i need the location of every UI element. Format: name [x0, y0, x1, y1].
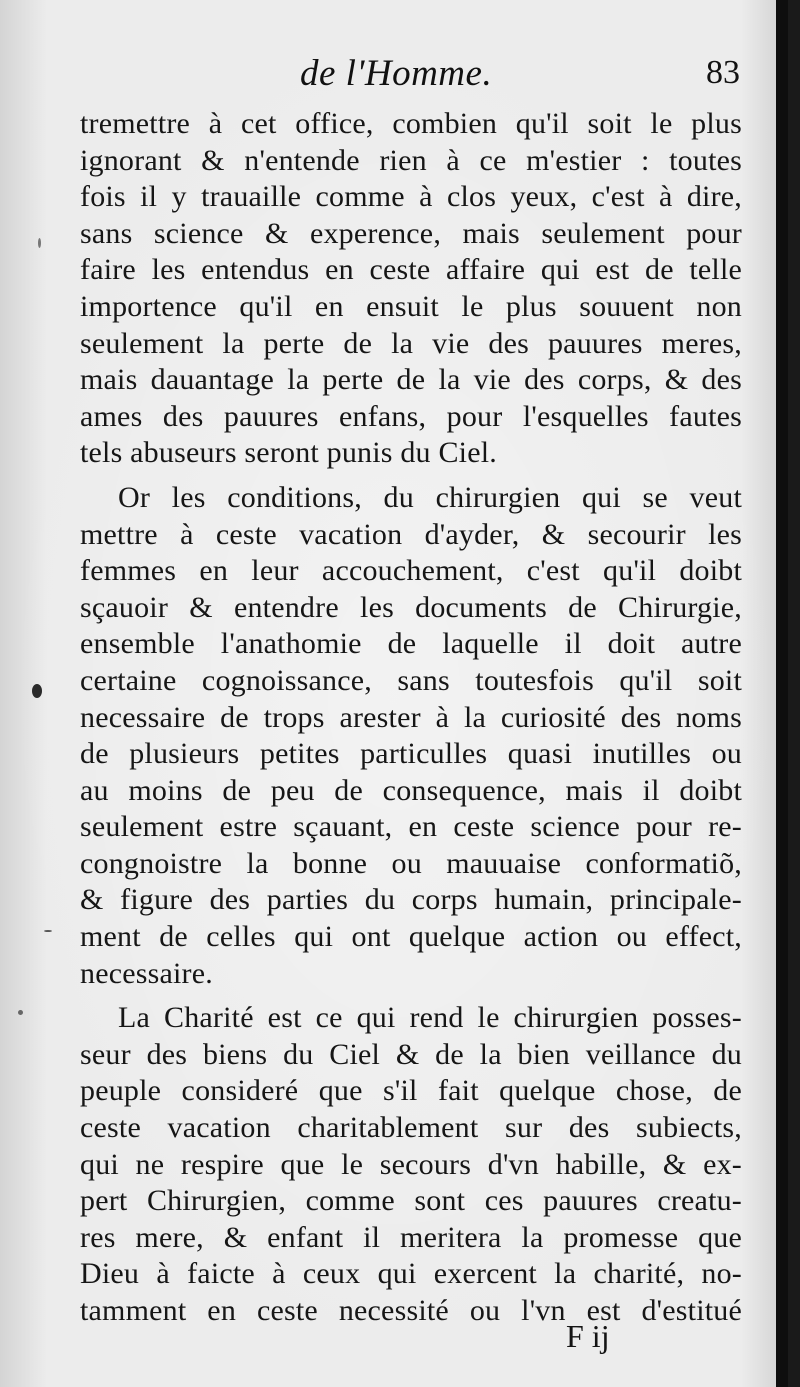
text-line: tamment en ceste necessité ou l'vn est d'estitué — [80, 1294, 742, 1327]
text-line: congnoistre la bonne ou mauuaise conformatiõ, — [80, 846, 742, 880]
text-line: certaine cognoissance, sans toutesfois qu'il soit — [80, 663, 742, 697]
text-line: sans science & experence, mais seulement pour — [80, 216, 742, 250]
page-number: 83 — [706, 54, 740, 91]
text-line: au moins de peu de consequence, mais il doibt — [80, 773, 742, 807]
text-line: mais dauantage la perte de la vie des corps, & des — [80, 363, 742, 397]
text-line: seulement estre sçauant, en ceste science pour re- — [80, 810, 742, 844]
text-line: Dieu à faicte à ceux qui exercent la charité, no- — [80, 1257, 742, 1291]
ink-speck — [38, 238, 41, 248]
text-line: ceste vacation charitablement sur des subiects, — [80, 1111, 742, 1145]
text-line: faire les entendus en ceste affaire qui est de telle — [80, 253, 742, 287]
text-line: seur des biens du Ciel & de la bien veillance du — [80, 1037, 742, 1071]
text-line: tremettre à cet office, combien qu'il soit le plus — [80, 107, 742, 140]
paragraph-gap — [80, 992, 742, 1000]
ink-speck — [44, 930, 52, 932]
text-line: qui ne respire que le secours d'vn habille, & ex- — [80, 1147, 742, 1181]
text-line: ensemble l'anathomie de laquelle il doit autre — [80, 627, 742, 661]
text-line: mettre à ceste vacation d'ayder, & secourir les — [80, 517, 742, 551]
text-line: necessaire. — [80, 956, 213, 990]
body-text — [80, 106, 742, 1330]
text-line: ignorant & n'entende rien à ce m'estier : toutes — [80, 143, 742, 177]
text-line: de plusieurs petites particulles quasi inutilles ou — [80, 737, 742, 771]
text-line: Or les conditions, du chirurgien qui se veut — [118, 480, 742, 514]
paragraph-gap — [80, 472, 742, 480]
paragraph — [80, 1000, 742, 1329]
ink-speck — [32, 684, 42, 698]
text-line: sçauoir & entendre les documents de Chirurgie, — [80, 590, 742, 624]
text-line: pert Chirurgien, comme sont ces pauures creatu- — [80, 1184, 742, 1218]
text-line: importence qu'il en ensuit le plus souuent non — [80, 289, 742, 323]
text-line: res mere, & enfant il meritera la promesse que — [80, 1220, 742, 1254]
paragraph — [80, 106, 742, 472]
text-line: ment de celles qui ont quelque action ou effect, — [80, 920, 742, 954]
text-line: fois il y trauaille comme à clos yeux, c'est à dire, — [80, 180, 742, 214]
text-line: ames des pauures enfans, pour l'esquelles fautes — [80, 399, 742, 433]
page-edge-shadow — [776, 0, 788, 1387]
signature-mark: F ij — [566, 1318, 610, 1354]
paragraph — [80, 480, 742, 992]
ink-speck — [18, 1010, 23, 1015]
text-line: femmes en leur accouchement, c'est qu'il doibt — [80, 554, 742, 588]
text-line: peuple consideré que s'il fait quelque chose, de — [80, 1074, 742, 1108]
page-header — [80, 52, 740, 100]
text-line: La Charité est ce qui rend le chirurgien posses- — [118, 1001, 742, 1035]
text-line: necessaire de trops arester à la curiosité des noms — [80, 700, 742, 734]
text-line: tels abuseurs seront punis du Ciel. — [80, 436, 497, 470]
text-line: seulement la perte de la vie des pauures meres, — [80, 326, 742, 360]
running-title: de l'Homme. — [300, 53, 493, 94]
text-line: & figure des parties du corps humain, principale- — [80, 883, 742, 917]
